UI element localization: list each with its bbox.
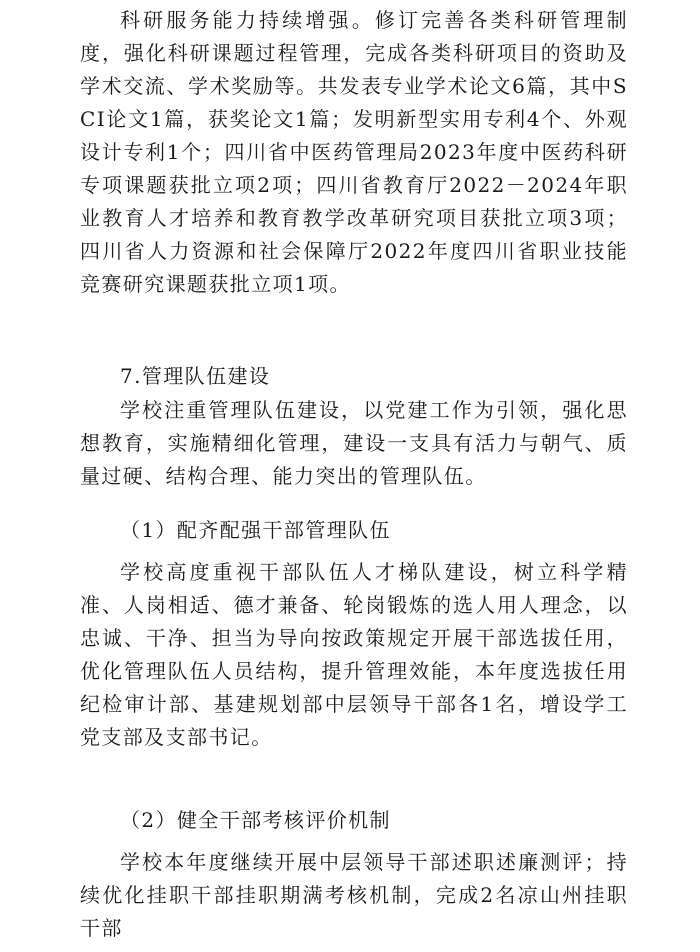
paragraph-management-team-intro: 学校注重管理队伍建设，以党建工作为引领，强化思想教育，实施精细化管理，建设一支具有活力与朝气、质量过硬、结构合理、能力突出的管理队伍。 [80, 398, 628, 488]
section-heading-management-team: 7.管理队伍建设 [120, 364, 271, 388]
paragraph-research-services: 科研服务能力持续增强。修订完善各类科研管理制度，强化科研课题过程管理，完成各类科研项目的资助及学术交流、学术奖励等。共发表专业学术论文6篇，其中SCI论文1篇，获奖论文1篇；发明新型实用专利4个、外观设计专利1个；四川省中医药管理局2023年度中医药科研专项课题获批立项2项；四川省教育厅2022－2024年职业教育人才培养和教育教学改革研究项目获批立项3项；四川省人力资源和社会保障厅2022年度四川省职业技能竞赛研究课题获批立项1项。 [80, 8, 628, 296]
subheading-cadre-team: （1）配齐配强干部管理队伍 [120, 518, 391, 542]
paragraph-cadre-team: 学校高度重视干部队伍人才梯队建设，树立科学精准、人岗相适、德才兼备、轮岗锻炼的选人用人理念，以忠诚、干净、担当为导向按政策规定开展干部选拔任用，优化管理队伍人员结构，提升管理效能，本年度选拔任用纪检审计部、基建规划部中层领导干部各1名，增设学工党支部及支部书记。 [80, 560, 628, 749]
subheading-cadre-evaluation: （2）健全干部考核评价机制 [120, 808, 391, 832]
paragraph-cadre-evaluation: 学校本年度继续开展中层领导干部述职述廉测评；持续优化挂职干部挂职期满考核机制，完成2名凉山州挂职干部 [80, 850, 628, 940]
